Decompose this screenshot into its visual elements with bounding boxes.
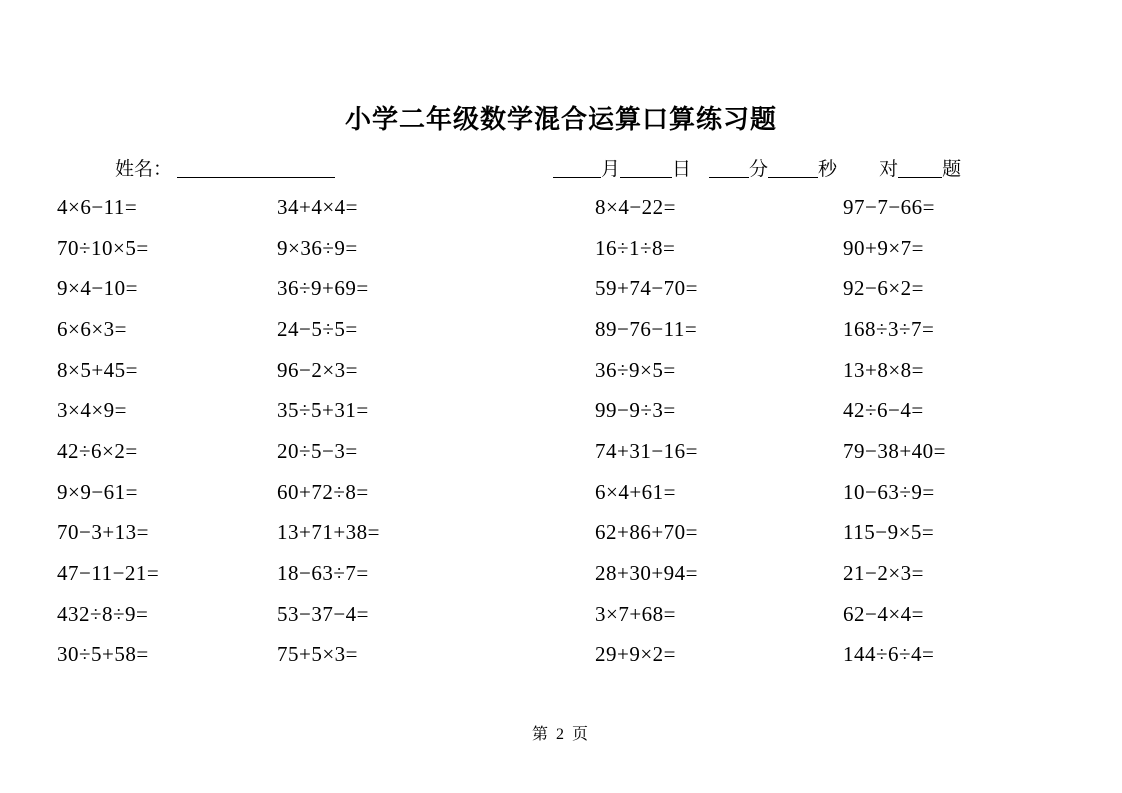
problem-expression: 6×6×3=: [57, 316, 128, 341]
month-label: 月: [601, 159, 621, 180]
problem-expression: 35÷5+31=: [277, 398, 369, 423]
problem-expression: 115−9×5=: [843, 520, 935, 545]
problem-expression: 62−4×4=: [843, 601, 925, 626]
problem-expression: 75+5×3=: [277, 642, 359, 667]
problem-expression: 34+4×4=: [277, 194, 359, 219]
problem-expression: 42÷6×2=: [57, 438, 138, 463]
problem-expression: 99−9÷3=: [595, 398, 676, 423]
date-time-score-field: [553, 154, 961, 181]
problem-expression: 13+8×8=: [843, 357, 925, 382]
problem-expression: 89−76−11=: [595, 316, 698, 341]
problem-expression: 8×4−22=: [595, 194, 677, 219]
problem-expression: 36÷9+69=: [277, 276, 369, 301]
problem-expression: 42÷6−4=: [843, 398, 924, 423]
day-label: 日: [672, 159, 692, 180]
problem-expression: 3×7+68=: [595, 601, 677, 626]
page-number: 第 2 页: [531, 726, 590, 743]
problem-expression: 59+74−70=: [595, 276, 699, 301]
correct-label: 对: [879, 159, 899, 180]
header-line: [0, 154, 1122, 182]
problem-expression: 9×4−10=: [57, 276, 139, 301]
problem-expression: 3×4×9=: [57, 398, 128, 423]
page-title: 小学二年级数学混合运算口算练习题: [344, 104, 777, 134]
problem-expression: 6×4+61=: [595, 479, 677, 504]
problem-expression: 9×36÷9=: [277, 235, 358, 260]
problem-expression: 30÷5+58=: [57, 642, 149, 667]
problem-expression: 36÷9×5=: [595, 357, 676, 382]
problems-grid: [57, 187, 1102, 675]
problem-expression: 97−7−66=: [843, 194, 936, 219]
correct-count-blank-line: [898, 157, 942, 178]
minute-label: 分: [749, 159, 769, 180]
problem-expression: 74+31−16=: [595, 438, 699, 463]
problem-expression: 62+86+70=: [595, 520, 699, 545]
problem-expression: 53−37−4=: [277, 601, 370, 626]
name-field: [115, 154, 335, 181]
problem-expression: 92−6×2=: [843, 276, 925, 301]
second-label: 秒: [818, 159, 838, 180]
problem-expression: 29+9×2=: [595, 642, 677, 667]
problem-expression: 18−63÷7=: [277, 561, 369, 586]
problem-expression: 96−2×3=: [277, 357, 359, 382]
problem-expression: 144÷6÷4=: [843, 642, 935, 667]
problem-expression: 168÷3÷7=: [843, 316, 935, 341]
problem-expression: 21−2×3=: [843, 561, 925, 586]
problem-expression: 20÷5−3=: [277, 438, 358, 463]
unit-label: 题: [942, 159, 962, 180]
problem-expression: 70−3+13=: [57, 520, 150, 545]
problem-expression: 13+71+38=: [277, 520, 381, 545]
problem-expression: 4×6−11=: [57, 194, 138, 219]
problem-expression: 47−11−21=: [57, 561, 160, 586]
problem-expression: 70÷10×5=: [57, 235, 149, 260]
problem-expression: 8×5+45=: [57, 357, 139, 382]
problem-expression: 79−38+40=: [843, 438, 947, 463]
problem-expression: 16÷1÷8=: [595, 235, 676, 260]
problem-expression: 9×9−61=: [57, 479, 139, 504]
problem-expression: 28+30+94=: [595, 561, 699, 586]
problem-expression: 10−63÷9=: [843, 479, 935, 504]
name-label: 姓名：: [115, 159, 173, 180]
day-blank-line: [620, 157, 672, 178]
second-blank-line: [768, 157, 818, 178]
name-blank-line: [177, 157, 335, 178]
problem-expression: 24−5÷5=: [277, 316, 358, 341]
problem-expression: 90+9×7=: [843, 235, 925, 260]
minute-blank-line: [709, 157, 749, 178]
problem-expression: 432÷8÷9=: [57, 601, 149, 626]
problem-expression: 60+72÷8=: [277, 479, 369, 504]
month-blank-line: [553, 157, 601, 178]
